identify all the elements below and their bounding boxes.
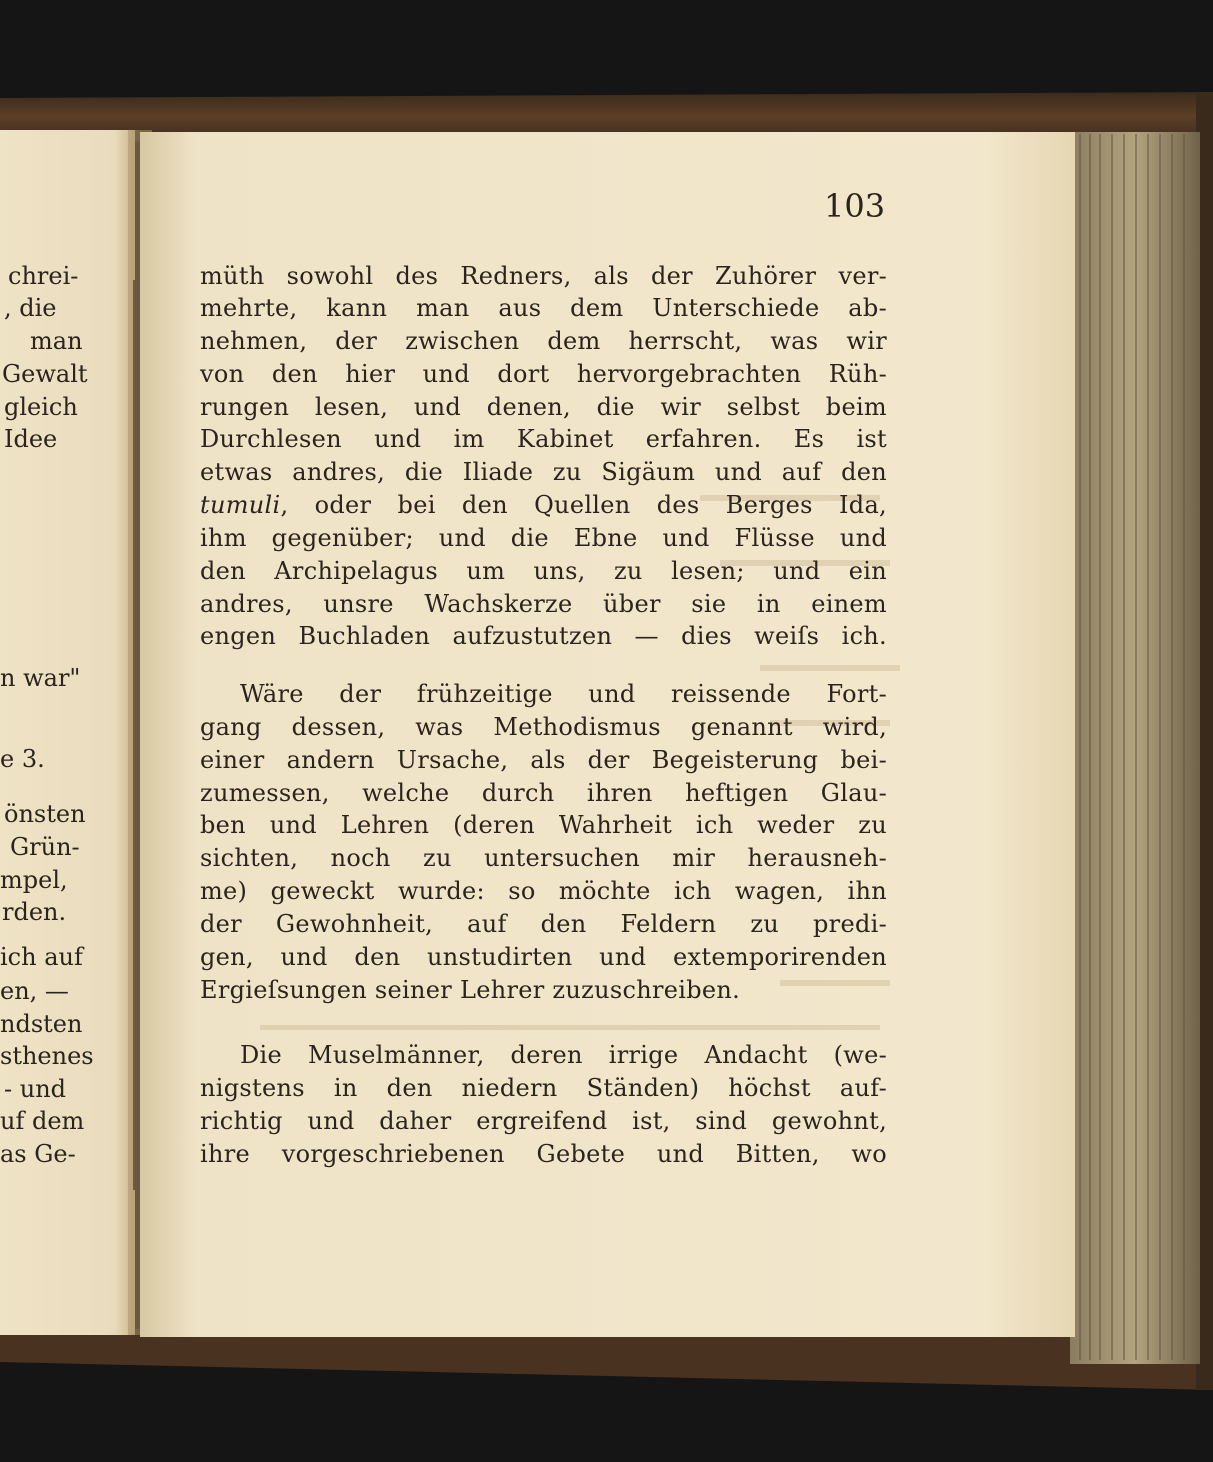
text-line: nigstens in den niedern Ständen) höchst auf- <box>200 1074 887 1102</box>
text-line: ben und Lehren (deren Wahrheit ich weder zu <box>200 811 887 839</box>
text-line: engen Buchladen aufzustutzen — dies weiſs ich. <box>200 622 887 650</box>
text-line: einer andern Ursache, als der Begeisterung bei- <box>200 746 887 774</box>
left-line: ich auf <box>0 943 83 971</box>
text-line: zumessen, welche durch ihren heftigen Glau- <box>200 779 887 807</box>
left-line: rden. <box>2 898 67 926</box>
text-line: Durchlesen und im Kabinet erfahren. Es ist <box>200 425 887 453</box>
text-line: Die Muselmänner, deren irrige Andacht (we- <box>240 1041 887 1069</box>
left-line: as Ge- <box>0 1140 76 1168</box>
left-line: uf dem <box>0 1107 85 1135</box>
text-line: ihre vorgeschriebenen Gebete und Bitten, wo <box>200 1140 887 1168</box>
text-line: me) geweckt wurde: so möchte ich wagen, ihn <box>200 877 887 905</box>
left-line: man <box>30 327 83 355</box>
text-line: den Archipelagus um uns, zu lesen; und ein <box>200 557 887 585</box>
text-line: ihm gegenüber; und die Ebne und Flüsse und <box>200 524 887 552</box>
text-line: andres, unsre Wachskerze über sie in einem <box>200 590 887 618</box>
text-line: nehmen, der zwischen dem herrscht, was wir <box>200 327 887 355</box>
left-line: gleich <box>4 393 78 421</box>
text-line: mehrte, kann man aus dem Unterschiede ab- <box>200 294 887 322</box>
text-line: sichten, noch zu untersuchen mir herausneh- <box>200 844 887 872</box>
text-line-rest: , oder bei den Quellen des Berges Ida, <box>280 491 887 519</box>
text-line: etwas andres, die Iliade zu Sigäum und auf den <box>200 458 887 486</box>
text-line: müth sowohl des Redners, als der Zuhörer ver- <box>200 262 887 290</box>
text-line: gang dessen, was Methodismus genannt wird, <box>200 713 887 741</box>
left-line: chrei- <box>8 262 79 290</box>
text-line: von den hier und dort hervorgebrachten Rüh- <box>200 360 887 388</box>
text-line: richtig und daher ergreifend ist, sind gewohnt, <box>200 1107 887 1135</box>
left-line: n war" <box>0 664 81 692</box>
left-line: mpel, <box>0 866 68 894</box>
left-line: , die <box>4 294 57 322</box>
text-line: gen, und den unstudirten und extemporirenden <box>200 943 887 971</box>
text-line: Wäre der frühzeitige und reissende Fort- <box>240 680 887 708</box>
left-line: Idee <box>4 425 58 453</box>
text-line: der Gewohnheit, auf den Feldern zu predi- <box>200 910 887 938</box>
left-line: e 3. <box>0 745 45 773</box>
emphasis-word: tumuli <box>200 491 281 519</box>
text-line: rungen lesen, und denen, die wir selbst beim <box>200 393 887 421</box>
text-line <box>200 491 887 519</box>
left-line: - und <box>4 1075 67 1103</box>
left-line: en, — <box>0 977 69 1005</box>
left-line: ndsten <box>0 1010 83 1038</box>
text-line: Ergieſsungen seiner Lehrer zuzuschreiben. <box>200 976 741 1004</box>
left-line: önsten <box>4 800 86 828</box>
page-number: 103 <box>824 187 886 225</box>
left-line: sthenes <box>0 1042 94 1070</box>
left-line: Gewalt <box>2 360 88 388</box>
left-line: Grün- <box>10 833 80 861</box>
